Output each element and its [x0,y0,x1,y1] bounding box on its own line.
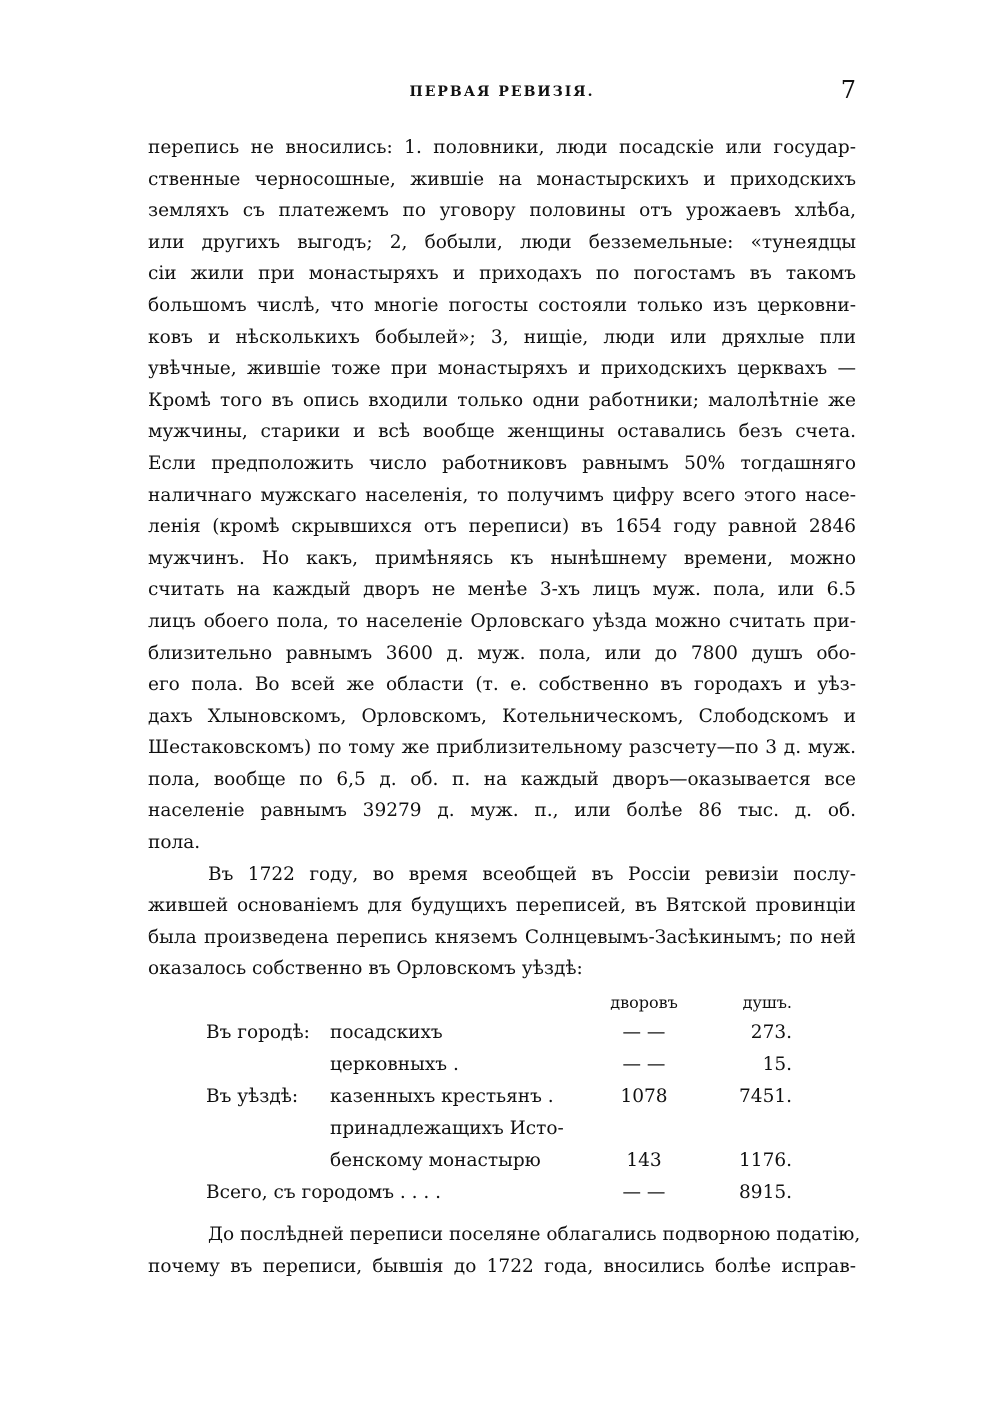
text-line: ковъ и нѣсколькихъ бобылей»; 3, нищіе, люди или дряхлые пли [148,326,856,348]
souls-cell: 15. [762,1054,792,1076]
text-line: близительно равнымъ 3600 д. муж. пола, или до 7800 душъ обо- [148,642,856,664]
text-line: мужчины, старики и всѣ вообще женщины оставались безъ счета. [148,421,856,443]
text-line: ственные черносошные, жившіе на монастырскихъ и приходскихъ [148,168,856,190]
souls-cell: 1176. [739,1150,792,1172]
households-cell: — — [622,1054,666,1076]
souls-cell: 7451. [739,1086,792,1108]
table-row [148,1017,856,1049]
paragraph-1 [148,132,856,859]
households-cell: 1078 [620,1086,668,1108]
souls-cell: 8915. [739,1182,792,1204]
text-line: сіи жили при монастыряхъ и приходахъ по погостамъ въ такомъ [148,263,856,285]
running-head: ПЕРВАЯ РЕВИЗІЯ. [409,84,595,100]
text-line: населеніе равнымъ 39279 д. муж. п., или болѣе 86 тыс. д. об. [148,800,856,822]
text-line: ленія (кромѣ скрывшихся отъ переписи) въ 1654 году равной 2846 [148,516,856,538]
text-line: пола, вообще по 6,5 д. об. п. на каждый дворъ—оказывается все [148,768,856,790]
text-line: Кромѣ того въ опись входили только одни работники; малолѣтніе же [148,389,856,411]
text-line: большомъ числѣ, что многіе погосты состояли только изъ церковни- [148,294,856,316]
text-line: Если предположить число работниковъ равнымъ 50% тогдашняго [148,452,856,474]
place-cell: Въ городѣ: [206,1022,310,1044]
text-line: увѣчные, жившіе тоже при монастыряхъ и приходскихъ церквахъ — [148,358,856,380]
text-line: жившей основаніемъ для будущихъ переписей, въ Вятской провинціи [148,895,856,917]
households-cell: — — [622,1022,666,1044]
table-row [148,1145,856,1177]
category-cell: посадскихъ [330,1022,443,1044]
text-line: была произведена перепись княземъ Солнцевымъ-Засѣкинымъ; по ней [148,926,856,948]
census-table [148,987,856,1204]
page-number: 7 [840,76,856,104]
category-cell: бенскому монастырю [330,1150,541,1172]
text-line: перепись не вносились: 1. половники, люди посадскіе или государ- [148,137,856,158]
text-line: его пола. Во всей же области (т. е. собственно въ городахъ и уѣз- [148,674,856,696]
paragraph-2 [148,859,856,985]
households-header: дворовъ [610,993,678,1013]
table-row [148,1113,856,1145]
category-cell: казенныхъ крестьянъ . [330,1086,554,1108]
place-cell: Въ уѣздѣ: [206,1086,299,1108]
table-row [148,1049,856,1081]
text-line: почему въ переписи, бывшія до 1722 года, вносились болѣе исправ- [148,1255,856,1277]
paragraph-3 [148,1219,861,1282]
page-header [148,76,856,110]
category-cell: церковныхъ . [330,1054,459,1076]
category-cell: принадлежащихъ Исто- [330,1118,564,1140]
text-line: наличнаго мужскаго населенія, то получимъ цифру всего этого насе- [148,484,856,506]
souls-cell: 273. [750,1022,792,1044]
total-label: Всего, съ городомъ . . . . [206,1182,442,1204]
text-line: дахъ Хлыновскомъ, Орловскомъ, Котельническомъ, Слободскомъ и [148,705,856,727]
table-header-row [148,987,856,1019]
households-cell: 143 [626,1150,662,1172]
table-total-row [148,1177,856,1209]
text-line: или другихъ выгодъ; 2, бобыли, люди безземельные: «тунеядцы [148,231,856,253]
text-line: лицъ обоего пола, то населеніе Орловскаго уѣзда можно считать при- [148,610,856,632]
text-line: мужчинъ. Но какъ, примѣняясь къ нынѣшнему времени, можно [148,547,856,569]
households-cell: — — [622,1182,666,1204]
text-line: оказалось собственно въ Орловскомъ уѣздѣ: [148,958,583,980]
text-line: Шестаковскомъ) по тому же приблизительному разсчету—по 3 д. муж. [148,737,856,759]
text-line: земляхъ съ платежемъ по уговору половины отъ урожаевъ хлѣба, [148,200,856,222]
body-text [148,132,856,1204]
text-line: считать на каждый дворъ не менѣе 3-хъ лицъ муж. пола, или 6.5 [148,579,856,601]
table-row [148,1081,856,1113]
text-line: До послѣдней переписи поселяне облагались подворною податі‌ю, [208,1224,861,1245]
souls-header: душъ. [742,993,792,1013]
text-line: Въ 1722 году, во время всеобщей въ Россіи ревизіи послу- [208,863,856,885]
text-line: пола. [148,832,201,854]
